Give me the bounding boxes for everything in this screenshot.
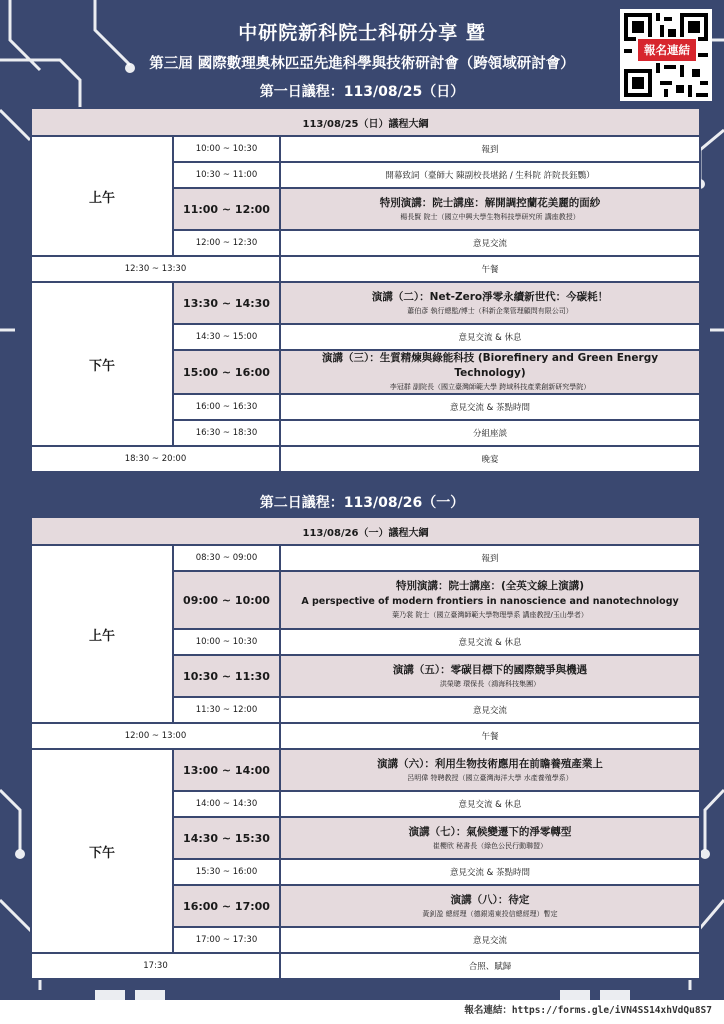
session-cell <box>280 927 700 953</box>
session-cell <box>280 188 700 230</box>
session-cell <box>280 230 700 256</box>
session-title: 意見交流 & 茶點時間 <box>449 403 531 413</box>
talk-speaker: 楊長賢 院士（國立中興大學生物科技學研究所 講座教授） <box>400 212 580 221</box>
session-title: 意見交流 & 休息 <box>458 333 522 343</box>
session-title: 開幕致詞（臺師大 陳副校長堪銘 / 生科院 許院長鈺鸚） <box>385 171 595 181</box>
session-cell <box>280 350 700 394</box>
session-cell <box>280 629 700 655</box>
talk-title: 演講（八）：待定 <box>450 893 530 906</box>
time-cell: 12:30 ~ 13:30 <box>31 256 280 282</box>
time-cell: 14:00 ~ 14:30 <box>173 791 280 817</box>
time-cell: 15:30 ~ 16:00 <box>173 859 280 885</box>
session-title: 意見交流 & 茶點時間 <box>449 868 531 878</box>
time-cell: 16:00 ~ 16:30 <box>173 394 280 420</box>
time-cell: 16:30 ~ 18:30 <box>173 420 280 446</box>
day1-schedule-table <box>30 107 701 473</box>
time-cell: 16:00 ~ 17:00 <box>173 885 280 927</box>
conference-subtitle: 第三屆 國際數理奧林匹亞先進科學與技術研討會（跨領域研討會） <box>149 56 575 72</box>
talk-title: 演講（六）：利用生物技術應用在前瞻養殖產業上 <box>377 757 603 770</box>
time-cell: 10:30 ~ 11:30 <box>173 655 280 697</box>
time-cell: 11:30 ~ 12:00 <box>173 697 280 723</box>
session-title: 合照、賦歸 <box>468 962 512 972</box>
time-cell: 10:30 ~ 11:00 <box>173 162 280 188</box>
time-cell: 11:00 ~ 12:00 <box>173 188 280 230</box>
session-cell <box>280 859 700 885</box>
talk-title: 演講（三）：生質精煉與綠能科技 (Biorefinery and Green Energy Technology) <box>321 352 659 379</box>
talk-speaker: 崔櫻欣 秘書長（綠色公民行動聯盟） <box>432 841 548 850</box>
session-cell <box>280 791 700 817</box>
time-cell: 17:30 <box>31 953 280 979</box>
session-cell <box>280 136 700 162</box>
talk-title: 特別演講：院士講座：(全英文線上演講) <box>395 580 585 592</box>
time-cell: 17:00 ~ 17:30 <box>173 927 280 953</box>
day1-afternoon-label: 下午 <box>31 282 173 446</box>
session-title: 分組座談 <box>473 429 508 439</box>
session-title: 晚宴 <box>481 455 499 465</box>
session-cell <box>280 162 700 188</box>
talk-title: 演講（七）：氣候變遷下的淨零轉型 <box>408 825 572 838</box>
talk-speaker: 蕭伯彥 執行總監/博士（科新企業管理顧問有限公司） <box>407 306 573 315</box>
time-cell: 13:30 ~ 14:30 <box>173 282 280 324</box>
time-cell: 14:30 ~ 15:30 <box>173 817 280 859</box>
session-cell <box>280 885 700 927</box>
time-cell: 08:30 ~ 09:00 <box>173 545 280 571</box>
time-cell: 12:00 ~ 13:00 <box>31 723 280 749</box>
session-cell <box>280 420 700 446</box>
time-cell: 18:30 ~ 20:00 <box>31 446 280 472</box>
session-cell <box>280 655 700 697</box>
talk-title: 演講（二）：Net-Zero淨零永續新世代：今碳耗！ <box>371 290 609 303</box>
time-cell: 13:00 ~ 14:00 <box>173 749 280 791</box>
day2-table-title: 113/08/26（一）議程大綱 <box>31 517 700 545</box>
day2-schedule-table <box>30 516 701 980</box>
session-cell <box>280 324 700 350</box>
session-cell <box>280 749 700 791</box>
poster-title: 中研院新科院士科研分享 暨 <box>238 22 486 44</box>
session-cell <box>280 256 700 282</box>
talk-speaker: 洪榮聰 環保長（鴻海科技集團） <box>439 679 541 688</box>
session-title: 報到 <box>481 145 499 155</box>
talk-speaker: 呂明偉 特聘教授（國立臺灣海洋大學 水產養殖學系） <box>407 773 573 782</box>
registration-badge[interactable]: 報名連結 <box>636 37 698 63</box>
session-cell <box>280 282 700 324</box>
session-cell <box>280 394 700 420</box>
time-cell: 12:00 ~ 12:30 <box>173 230 280 256</box>
day1-heading: 第一日議程：113/08/25（日） <box>259 84 465 100</box>
day2-morning-label: 上午 <box>31 545 173 723</box>
time-cell: 14:30 ~ 15:00 <box>173 324 280 350</box>
session-cell <box>280 545 700 571</box>
session-cell <box>280 697 700 723</box>
session-title: 意見交流 <box>473 706 508 716</box>
talk-speaker: 李冠群 副院長（國立臺灣師範大學 跨域科技產業創新研究學院） <box>389 383 591 391</box>
session-title: 報到 <box>481 554 499 564</box>
session-cell <box>280 817 700 859</box>
day2-heading: 第二日議程：113/08/26（一） <box>259 495 465 511</box>
talk-speaker: 葉乃裳 院士（國立臺灣師範大學物理學系 講座教授/玉山學者） <box>392 611 588 619</box>
time-cell: 10:00 ~ 10:30 <box>173 136 280 162</box>
session-title: 意見交流 & 休息 <box>458 638 522 648</box>
session-title: 午餐 <box>481 265 499 275</box>
session-cell <box>280 953 700 979</box>
talk-title-en: A perspective of modern frontiers in nanoscience and nanotechnology <box>301 596 679 607</box>
talk-speaker: 黃釗盈 總經理（德銀遠東投信總經理）暫定 <box>422 909 558 918</box>
talk-title: 演講（五）：零碳目標下的國際競爭與機遇 <box>392 663 588 676</box>
session-title: 意見交流 & 休息 <box>458 800 522 810</box>
session-title: 午餐 <box>481 732 499 742</box>
day1-morning-label: 上午 <box>31 136 173 256</box>
session-cell <box>280 571 700 629</box>
day2-afternoon-label: 下午 <box>31 749 173 953</box>
talk-title: 特別演講：院士講座：解開調控蘭花美麗的面紗 <box>379 196 601 209</box>
time-cell: 15:00 ~ 16:00 <box>173 350 280 394</box>
day1-table-title: 113/08/25（日）議程大綱 <box>31 108 700 136</box>
registration-link[interactable]: 報名連結：https://forms.gle/iVN4SS14xhVdQu8S7 <box>464 1005 712 1016</box>
time-cell: 09:00 ~ 10:00 <box>173 571 280 629</box>
time-cell: 10:00 ~ 10:30 <box>173 629 280 655</box>
session-cell <box>280 723 700 749</box>
session-cell <box>280 446 700 472</box>
session-title: 意見交流 <box>473 239 508 249</box>
session-title: 意見交流 <box>473 936 508 946</box>
